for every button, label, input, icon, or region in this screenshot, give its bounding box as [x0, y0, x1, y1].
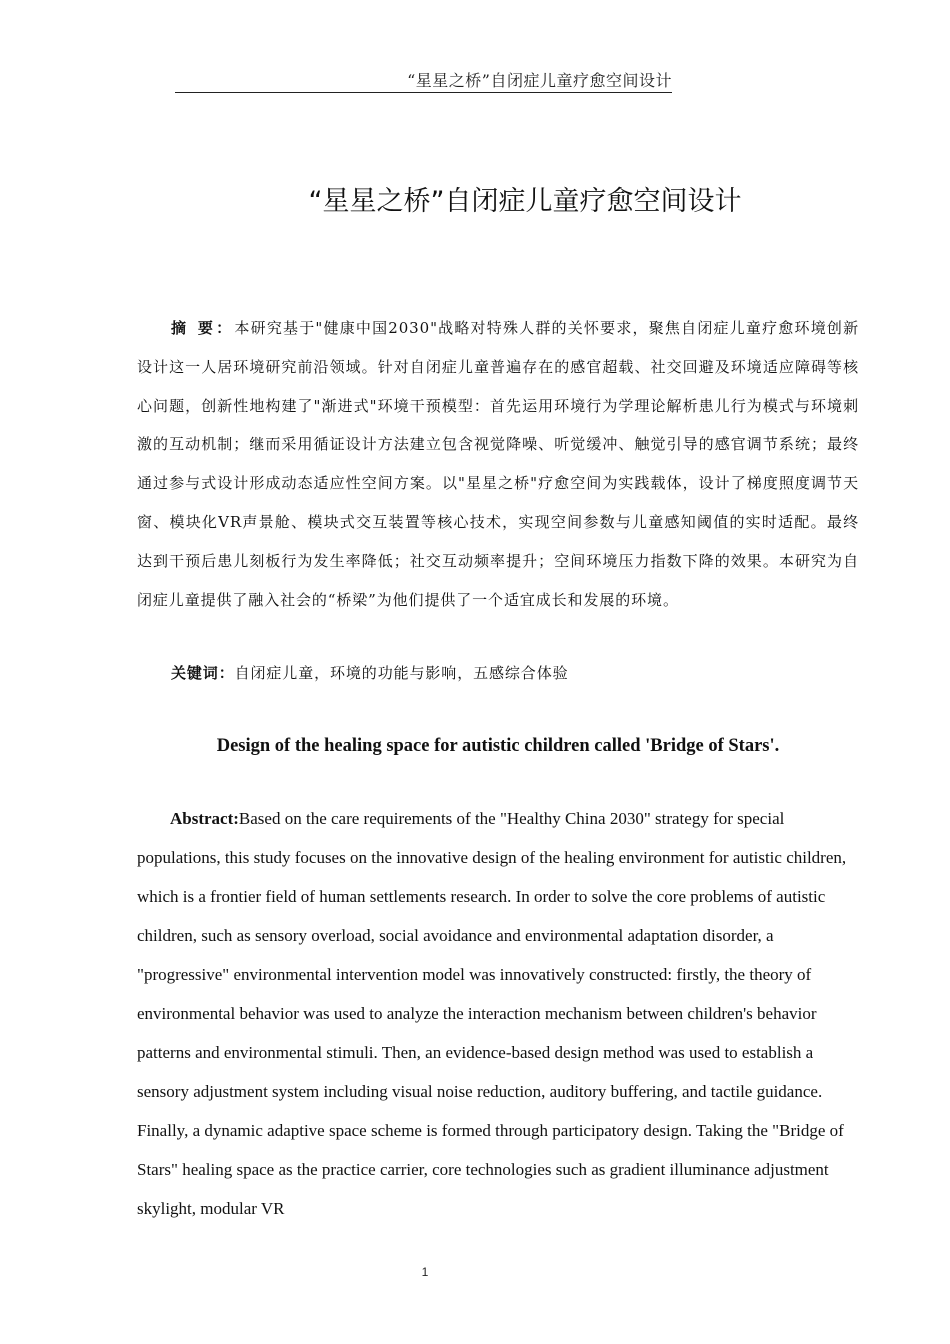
- page-number: 1: [421, 1265, 429, 1279]
- chinese-abstract: [137, 309, 859, 619]
- chinese-abstract-text: 本研究基于"健康中国2030"战略对特殊人群的关怀要求，聚焦自闭症儿童疗愈环境创新设计这一人居环境研究前沿领域。针对自闭症儿童普遍存在的感官超载、社交回避及环境适应障碍等核心问题，创新性地构建了"渐进式"环境干预模型：首先运用环境行为学理论解析患儿行为模式与环境刺激的互动机制；继而采用循证设计方法建立包含视觉降噪、听觉缓冲、触觉引导的感官调节系统；最终通过参与式设计形成动态适应性空间方案。以"星星之桥"疗愈空间为实践载体，设计了梯度照度调节天窗、模块化VR声景舱、模块式交互装置等核心技术，实现空间参数与儿童感知阈值的实时适配。最终达到干预后患儿刻板行为发生率降低；社交互动频率提升；空间环境压力指数下降的效果。本研究为自闭症儿童提供了融入社会的“桥梁”为他们提供了一个适宜成长和发展的环境。: [137, 319, 859, 609]
- chinese-keywords-label: 关键词：: [171, 664, 235, 682]
- english-title: Design of the healing space for autistic children called 'Bridge of Stars'.: [216, 736, 780, 756]
- chinese-title: “星星之桥”自闭症儿童疗愈空间设计: [308, 186, 742, 217]
- english-abstract: [137, 799, 861, 1228]
- chinese-abstract-label: 摘 要：: [171, 319, 235, 337]
- chinese-keywords-text: 自闭症儿童，环境的功能与影响，五感综合体验: [234, 664, 569, 682]
- english-abstract-text: Based on the care requirements of the "Healthy China 2030" strategy for special populations, this study focuses on the innovative design of the healing environment for autistic children, which is a frontier field of human settlements research. In order to solve the core problems of autistic children, such as sensory overload, social avoidance and environmental adaptation disorder, a "progressive" environmental intervention model was innovatively constructed: firstly, the theory of environmental behavior was used to analyze the interaction mechanism between children's behavior patterns and environmental stimuli. Then, an evidence-based design method was used to establish a sensory adjustment system including visual noise reduction, auditory buffering, and tactile guidance. Finally, a dynamic adaptive space scheme is formed through participatory design. Taking the "Bridge of Stars" healing space as the practice carrier, core technologies such as gradient illuminance adjustment skylight, modular VR: [137, 809, 847, 1218]
- english-abstract-label: Abstract:: [170, 809, 239, 828]
- running-header: “星星之桥”自闭症儿童疗愈空间设计: [175, 70, 672, 93]
- chinese-keywords: [137, 654, 859, 693]
